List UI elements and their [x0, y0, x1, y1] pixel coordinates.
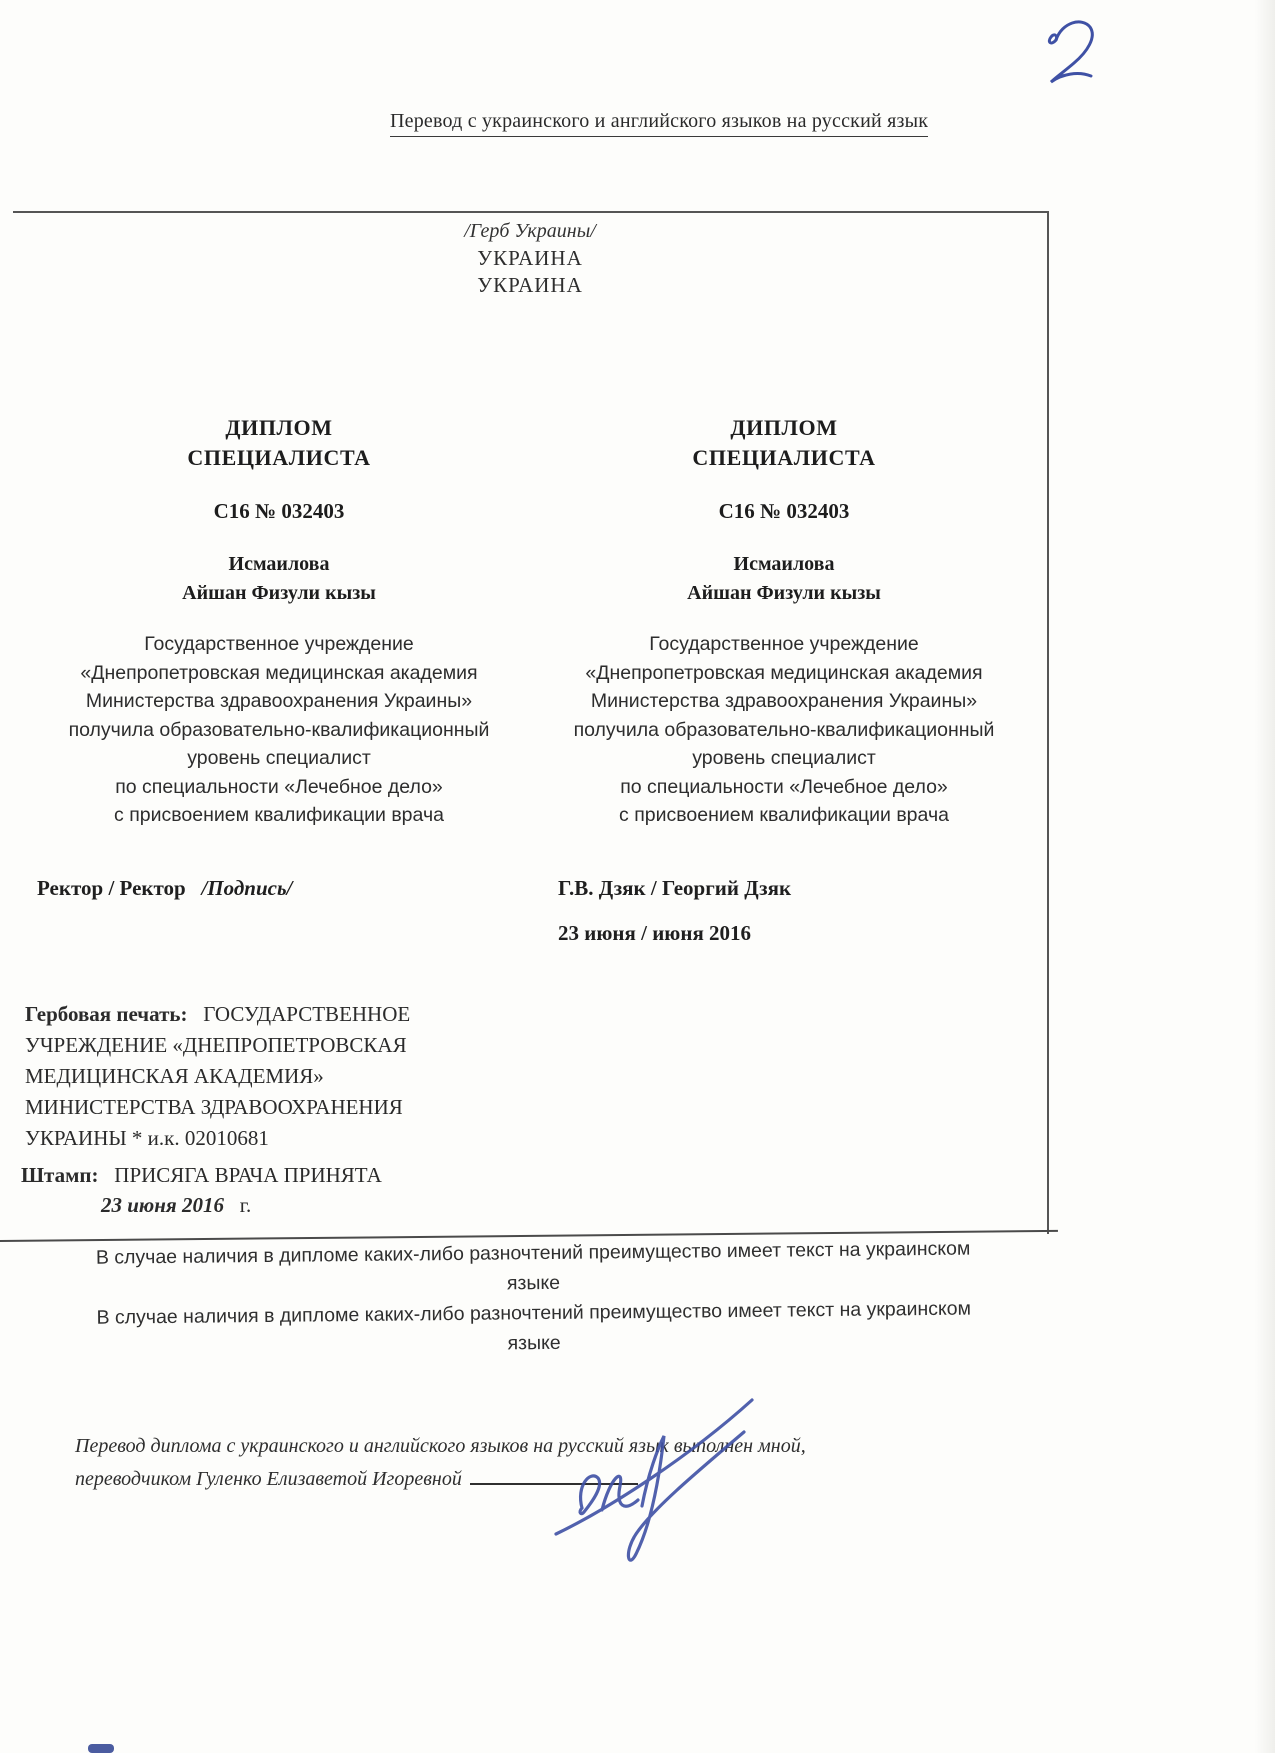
holder-given-name: Айшан Физули кызы	[687, 582, 881, 604]
seal-line: УКРАИНЫ * и.к. 02010681	[25, 1126, 269, 1150]
discrepancy-note-line-2: В случае наличия в дипломе каких-либо разночтений преимущество имеет текст на украинском языке	[96, 1297, 972, 1355]
diploma-body-line: «Днепропетровская медицинская академия	[585, 661, 983, 684]
seal-line	[25, 999, 505, 1030]
diploma-body-line: с присвоением квалификации врача	[619, 804, 949, 826]
diploma-body-line: Министерства здравоохранения Украины»	[590, 690, 978, 712]
diploma-serial: С16 № 032403	[213, 499, 345, 523]
diploma-body-line: Государственное учреждение	[649, 633, 919, 655]
diploma-body-line: Государственное учреждение	[144, 633, 414, 655]
diploma-column-right	[544, 413, 1024, 946]
stamp-date-line	[21, 1190, 501, 1220]
certificate-heading	[13, 218, 1047, 299]
diploma-body-line: получила образовательно-квалификационный	[573, 718, 995, 741]
translator-statement	[75, 1430, 895, 1496]
seal-label: Гербовая печать:	[25, 1002, 188, 1026]
holder-surname: Исмаилова	[228, 553, 330, 575]
scan-edge-shading	[1255, 0, 1275, 1753]
stamp-date-suffix: г.	[239, 1193, 252, 1217]
diploma-body-line: с присвоением квалификации врача	[114, 804, 444, 826]
seal-text: ГОСУДАРСТВЕННОЕ	[203, 1002, 411, 1026]
handwritten-signature	[540, 1388, 770, 1578]
ink-speck	[88, 1744, 114, 1753]
diploma-column-left	[39, 413, 519, 901]
holder-name	[39, 550, 519, 608]
diploma-body-line: по специальности «Лечебное дело»	[620, 775, 948, 798]
diploma-body-text	[544, 630, 1024, 830]
diploma-body-line: уровень специалист	[187, 747, 371, 769]
stamp-line	[21, 1160, 501, 1190]
signature-placeholder-note: /Подпись/	[201, 875, 293, 900]
holder-name	[544, 550, 1024, 608]
diploma-body-line: по специальности «Лечебное дело»	[115, 775, 443, 798]
handwritten-digit-2-icon	[1042, 14, 1102, 90]
signatory-name: Г.В. Дзяк / Георгий Дзяк	[558, 875, 792, 900]
signatory-title: Ректор / Ректор	[37, 875, 186, 900]
diploma-body-line: уровень специалист	[692, 747, 876, 769]
country-line-2: УКРАИНА	[477, 273, 583, 297]
discrepancy-note-line-1: В случае наличия в дипломе каких-либо разночтений преимущество имеет текст на украинском языке	[95, 1237, 971, 1295]
translator-statement-text: переводчиком Гуленко Елизаветой Игоревной	[75, 1468, 462, 1490]
country-line-1: УКРАИНА	[477, 246, 583, 270]
stamp-label: Штамп:	[21, 1163, 99, 1187]
translator-statement-line-2	[75, 1463, 895, 1496]
diploma-body-line: «Днепропетровская медицинская академия	[80, 661, 478, 684]
rector-signature-line	[37, 876, 519, 901]
seal-line: МИНИСТЕРСТВА ЗДРАВООХРАНЕНИЯ	[25, 1095, 403, 1119]
diploma-title-line-1: ДИПЛОМ	[225, 415, 333, 440]
seal-line: УЧРЕЖДЕНИЕ «ДНЕПРОПЕТРОВСКАЯ	[25, 1033, 407, 1057]
diploma-title-line-1: ДИПЛОМ	[730, 415, 838, 440]
stamp-description	[21, 1160, 501, 1220]
diploma-serial: С16 № 032403	[718, 499, 850, 523]
stamp-text: ПРИСЯГА ВРАЧА ПРИНЯТА	[114, 1163, 382, 1187]
stamp-date: 23 июня 2016	[101, 1193, 224, 1217]
diploma-body-line: получила образовательно-квалификационный	[68, 718, 490, 741]
translator-statement-line-1: Перевод диплома с украинского и английского языков на русский язык выполнен мной,	[75, 1435, 806, 1457]
translation-direction-header: Перевод с украинского и английского языков на русский язык	[390, 110, 928, 137]
handwritten-page-number	[1042, 14, 1102, 90]
diploma-body-line: Министерства здравоохранения Украины»	[85, 690, 473, 712]
diploma-title-line-2: СПЕЦИАЛИСТА	[692, 445, 876, 470]
holder-given-name: Айшан Физули кызы	[182, 582, 376, 604]
diploma-title-line-2: СПЕЦИАЛИСТА	[187, 445, 371, 470]
seal-description	[25, 999, 505, 1154]
issue-date-line: 23 июня / июня 2016	[558, 920, 752, 945]
diploma-translation-box	[13, 211, 1049, 1234]
seal-line: МЕДИЦИНСКАЯ АКАДЕМИЯ»	[25, 1064, 324, 1088]
discrepancy-note	[68, 1233, 999, 1363]
coat-of-arms-note: /Герб Украины/	[464, 220, 596, 242]
signatory-name-line	[544, 876, 1024, 901]
holder-surname: Исмаилова	[733, 553, 835, 575]
diploma-body-text	[39, 630, 519, 830]
